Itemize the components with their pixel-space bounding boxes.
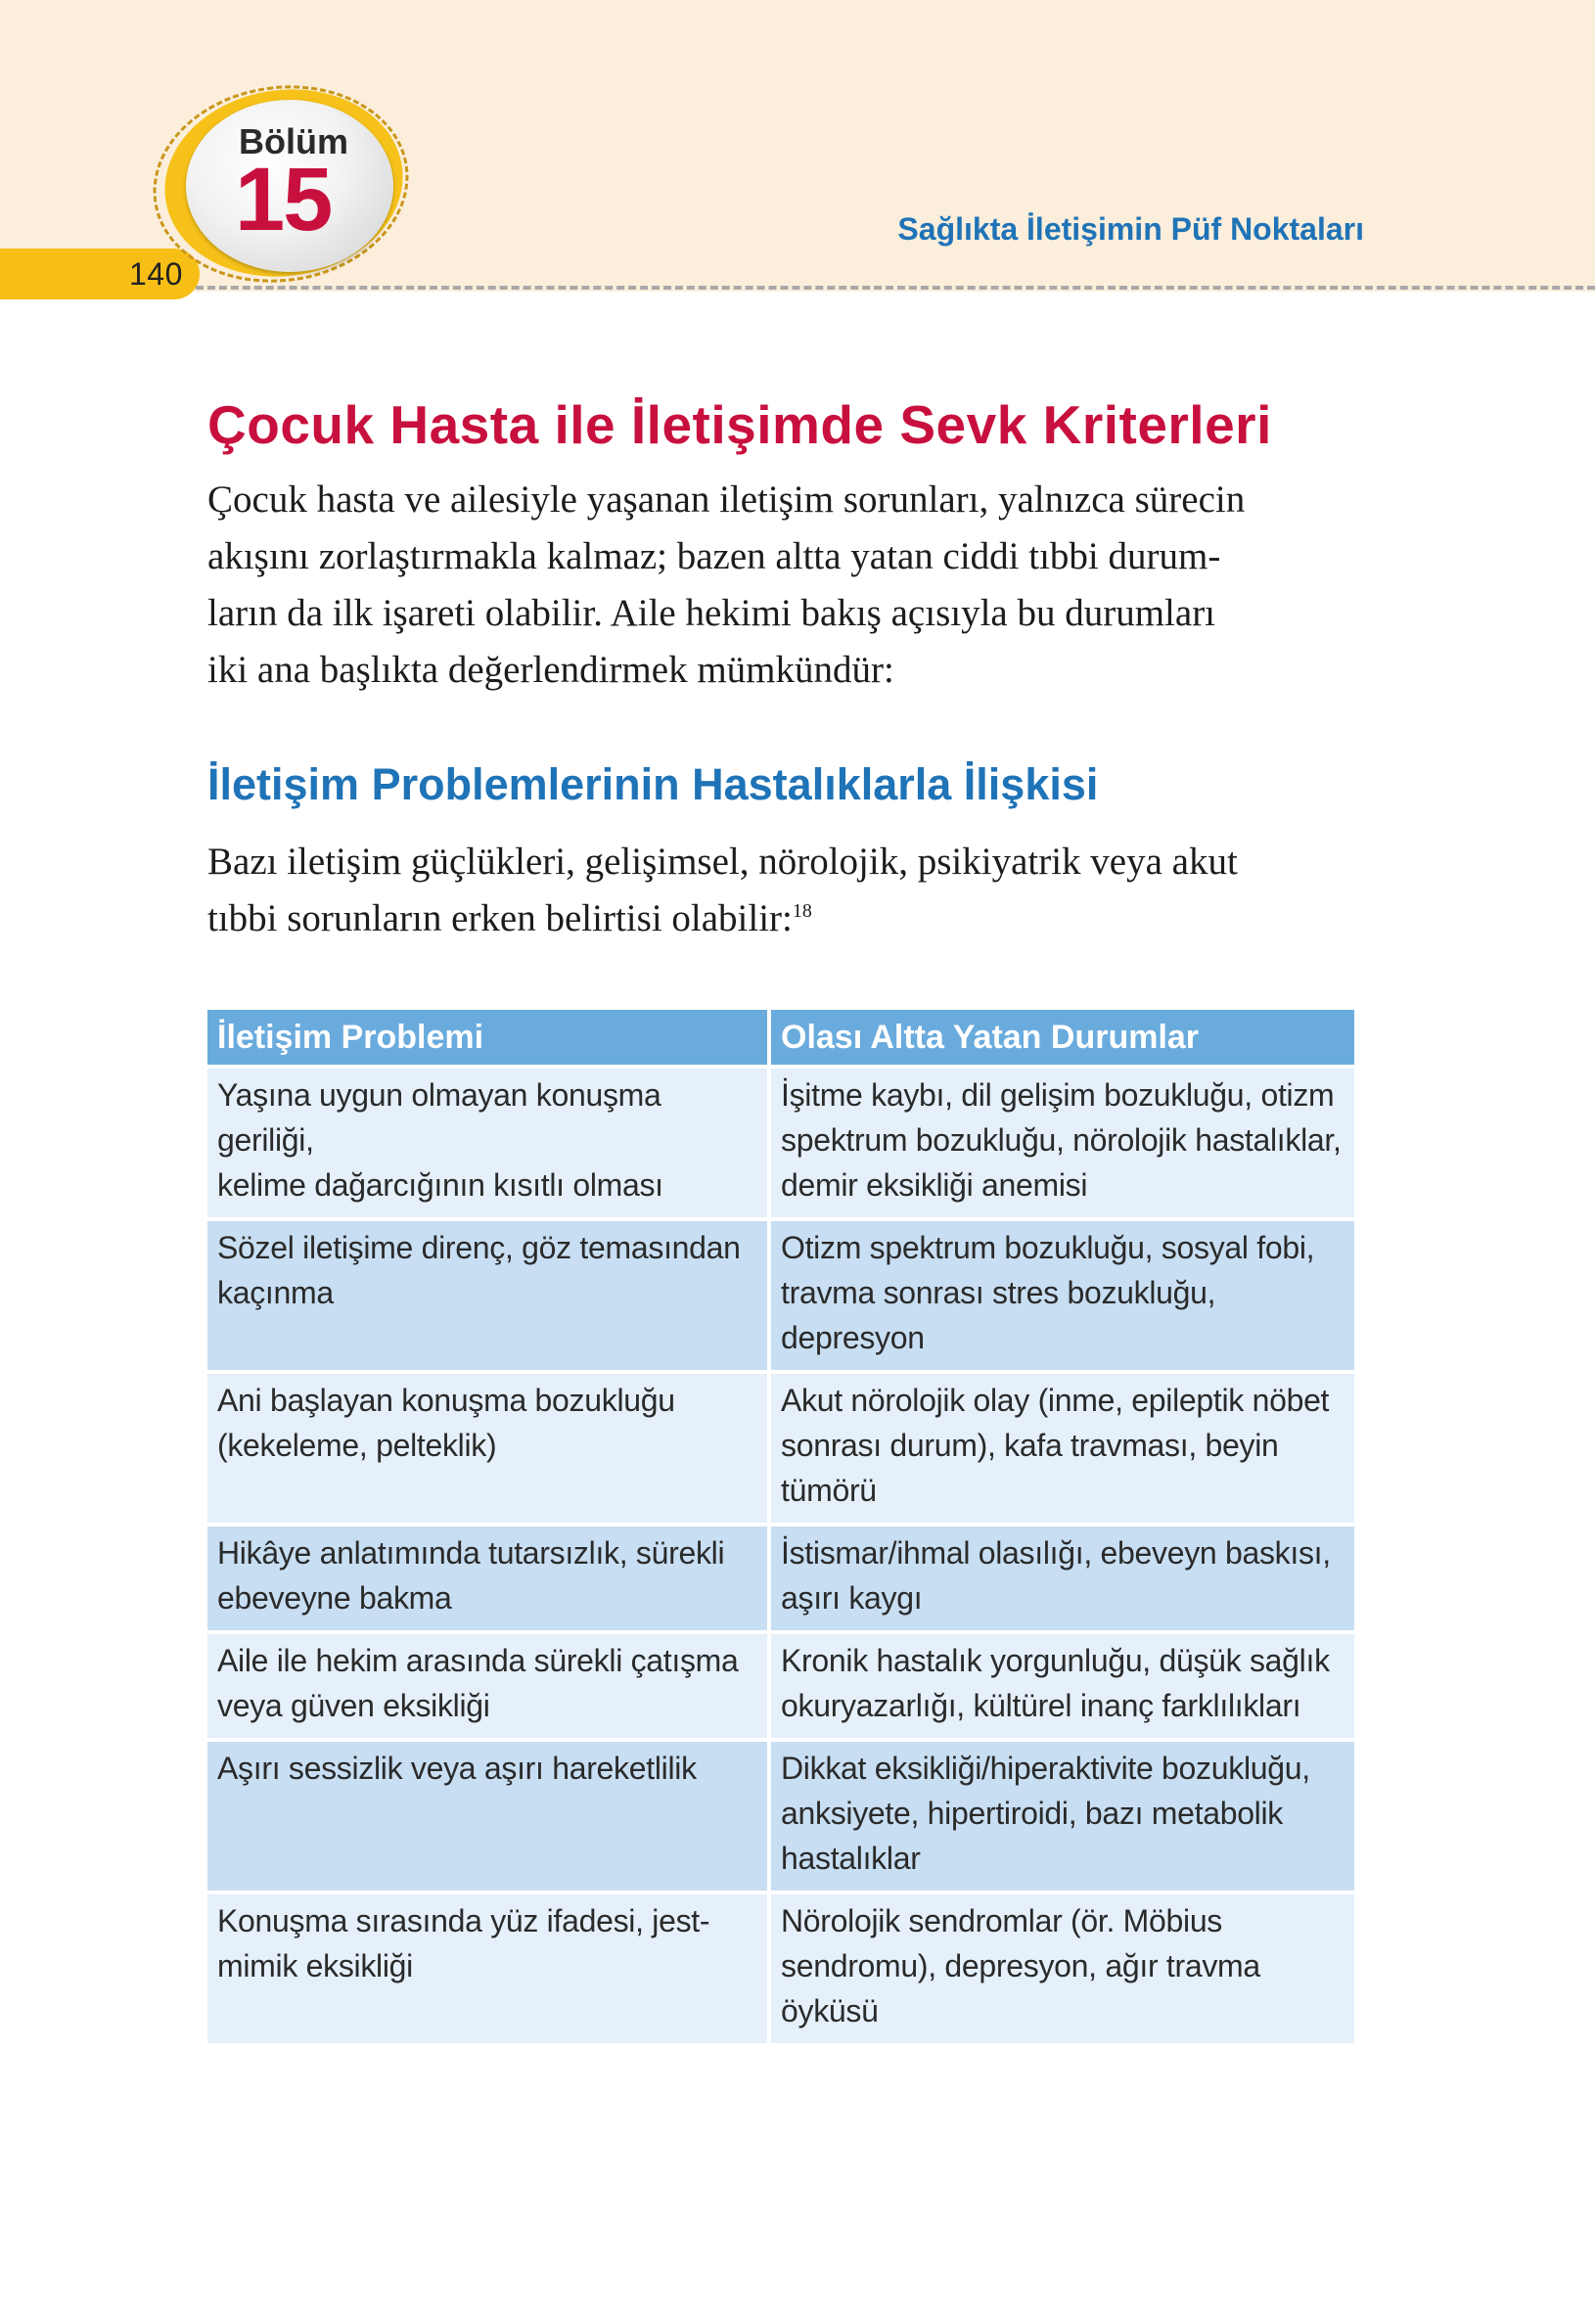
problem-cell: [207, 1374, 767, 1523]
footnote-reference: 18: [792, 900, 812, 922]
cell-line: Konuşma sırasında yüz ifadesi, jest-: [217, 1903, 710, 1938]
column-header-conditions: Olası Altta Yatan Durumlar: [771, 1010, 1354, 1065]
cell-line: Aşırı sessizlik veya aşırı hareketlilik: [217, 1751, 697, 1786]
conditions-cell: [771, 1374, 1354, 1523]
cell-line: travma sonrası stres bozukluğu, depresyon: [781, 1275, 1216, 1355]
cell-line: tümörü: [781, 1473, 877, 1508]
cell-line: sonrası durum), kafa travması, beyin: [781, 1428, 1279, 1463]
table-row: [207, 1742, 1354, 1891]
problems-table: [204, 1006, 1358, 2047]
cell-line: Hikâye anlatımında tutarsızlık, sürekli: [217, 1535, 725, 1571]
table-row: [207, 1527, 1354, 1630]
cell-line: Ani başlayan konuşma bozukluğu: [217, 1383, 675, 1418]
cell-line: veya güven eksikliği: [217, 1688, 490, 1723]
problem-cell: [207, 1069, 767, 1217]
cell-line: Yaşına uygun olmayan konuşma geriliği,: [217, 1077, 661, 1158]
subsection-line: Bazı iletişim güçlükleri, gelişimsel, nörolojik, psikiyatrik veya akut: [207, 841, 1238, 883]
conditions-cell: [771, 1634, 1354, 1738]
subsection-line: [207, 890, 1238, 947]
cell-line: Aile ile hekim arasında sürekli çatışma: [217, 1643, 739, 1678]
table-header-row: [207, 1010, 1354, 1065]
cell-line: kelime dağarcığının kısıtlı olması: [217, 1167, 663, 1203]
chapter-label: Bölüm: [239, 121, 348, 161]
cell-line: aşırı kaygı: [781, 1580, 923, 1616]
cell-line: hastalıklar: [781, 1841, 921, 1876]
subsection-paragraph: [207, 834, 1238, 947]
problem-cell: [207, 1221, 767, 1370]
cell-line: okuryazarlığı, kültürel inanç farklılıkları: [781, 1688, 1301, 1723]
cell-line: sendromu), depresyon, ağır travma öyküsü: [781, 1948, 1260, 2028]
page-number: 140: [129, 256, 183, 292]
cell-line: İstismar/ihmal olasılığı, ebeveyn baskısı,: [781, 1535, 1331, 1571]
subsection-line-text: tıbbi sorunların erken belirtisi olabilir:: [207, 897, 793, 939]
problem-cell: [207, 1634, 767, 1738]
cell-line: demir eksikliği anemisi: [781, 1167, 1088, 1203]
table-row: [207, 1894, 1354, 2043]
intro-line: akışını zorlaştırmakla kalmaz; bazen altta yatan ciddi tıbbi durum-: [207, 535, 1221, 577]
intro-line: iki ana başlıkta değerlendirmek mümkündür:: [207, 649, 894, 691]
running-title: Sağlıkta İletişimin Püf Noktaları: [897, 211, 1364, 247]
cell-line: kaçınma: [217, 1275, 334, 1310]
cell-line: Kronik hastalık yorgunluğu, düşük sağlık: [781, 1643, 1330, 1678]
cell-line: mimik eksikliği: [217, 1948, 413, 1983]
table-row: [207, 1374, 1354, 1523]
problem-cell: [207, 1527, 767, 1630]
cell-line: Dikkat eksikliği/hiperaktivite bozukluğu,: [781, 1751, 1310, 1786]
cell-line: anksiyete, hipertiroidi, bazı metabolik: [781, 1796, 1284, 1831]
conditions-cell: [771, 1069, 1354, 1217]
cell-line: spektrum bozukluğu, nörolojik hastalıklar,: [781, 1122, 1342, 1158]
problem-cell: [207, 1894, 767, 2043]
cell-line: Nörolojik sendromlar (ör. Möbius: [781, 1903, 1223, 1938]
cell-line: Otizm spektrum bozukluğu, sosyal fobi,: [781, 1230, 1315, 1265]
conditions-cell: [771, 1894, 1354, 2043]
cell-line: İşitme kaybı, dil gelişim bozukluğu, otizm: [781, 1077, 1335, 1113]
intro-line: ların da ilk işareti olabilir. Aile hekimi bakış açısıyla bu durumları: [207, 592, 1216, 634]
cell-line: (kekeleme, pelteklik): [217, 1428, 497, 1463]
header-divider: [196, 286, 1595, 290]
table-row: [207, 1069, 1354, 1217]
table-row: [207, 1221, 1354, 1370]
conditions-cell: [771, 1221, 1354, 1370]
cell-line: Sözel iletişime direnç, göz temasından: [217, 1230, 741, 1265]
chapter-number: 15: [235, 150, 332, 250]
intro-paragraph: [207, 472, 1245, 699]
conditions-cell: [771, 1527, 1354, 1630]
column-header-problem: İletişim Problemi: [207, 1010, 767, 1065]
cell-line: Akut nörolojik olay (inme, epileptik nöbet: [781, 1383, 1330, 1418]
section-title: Çocuk Hasta ile İletişimde Sevk Kriterleri: [207, 394, 1272, 455]
subsection-title: İletişim Problemlerinin Hastalıklarla İlişkisi: [207, 759, 1099, 809]
table-row: [207, 1634, 1354, 1738]
intro-line: Çocuk hasta ve ailesiyle yaşanan iletişim sorunları, yalnızca sürecin: [207, 478, 1246, 521]
conditions-cell: [771, 1742, 1354, 1891]
problem-cell: [207, 1742, 767, 1891]
cell-line: ebeveyne bakma: [217, 1580, 452, 1616]
